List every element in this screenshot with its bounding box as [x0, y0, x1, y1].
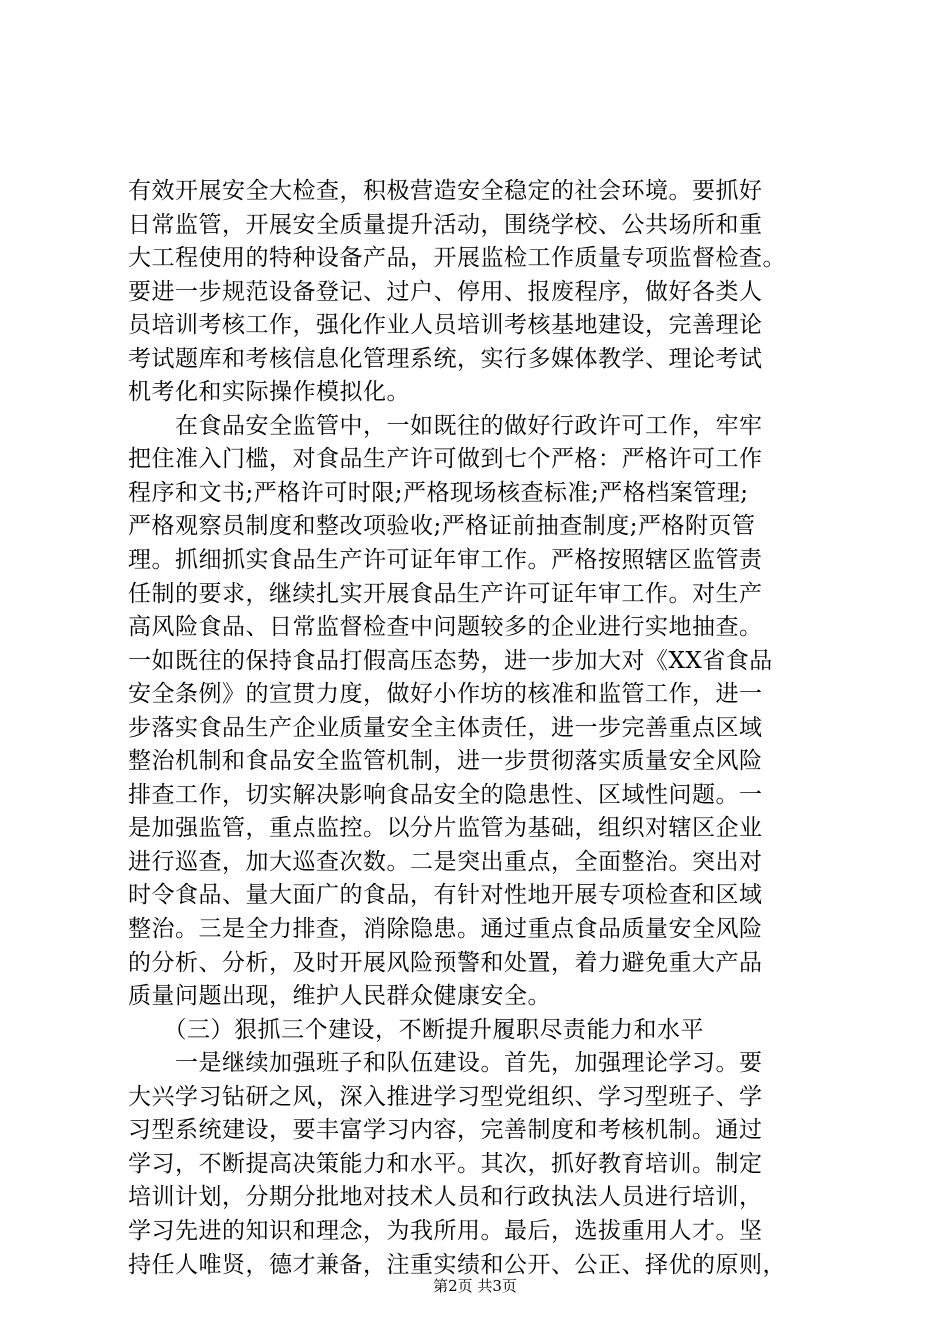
text-line: 大工程使用的特种设备产品，开展监检工作质量专项监督检查。: [128, 245, 786, 272]
text-line: 持任人唯贤，德才兼备，注重实绩和公开、公正、择优的原则，: [128, 1251, 786, 1278]
text-line: 有效开展安全大检查，积极营造安全稳定的社会环境。要抓好: [128, 178, 763, 204]
text-line: 一是继续加强班子和队伍建设。首先，加强理论学习。要: [128, 1050, 763, 1077]
text-line: 安全条例》的宣贯力度，做好小作坊的核准和监管工作，进一: [128, 681, 763, 708]
text-line: 习型系统建设，要丰富学习内容，完善制度和考核机制。通过: [128, 1117, 763, 1144]
text-line: 大兴学习钻研之风，深入推进学习型党组织、学习型班子、学: [128, 1083, 763, 1110]
text-line: 理。抓细抓实食品生产许可证年审工作。严格按照辖区监管责: [128, 547, 763, 574]
text-line: 时令食品、量大面广的食品，有针对性地开展专项检查和区域: [128, 882, 763, 909]
text-line: 培训计划，分期分批地对技术人员和行政执法人员进行培训，: [128, 1184, 763, 1211]
document-body: [128, 175, 848, 1282]
text-line: 步落实食品生产企业质量安全主体责任，进一步完善重点区域: [128, 714, 763, 741]
text-line: 员培训考核工作，强化作业人员培训考核基地建设，完善理论: [128, 312, 763, 339]
text-line: 把住准入门槛，对食品生产许可做到七个严格：严格许可工作: [128, 446, 763, 473]
text-line: 任制的要求，继续扎实开展食品生产许可证年审工作。对生产: [128, 580, 763, 607]
text-line: 排查工作，切实解决影响食品安全的隐患性、区域性问题。一: [128, 781, 763, 808]
text-line: 严格观察员制度和整改项验收;严格证前抽查制度;严格附页管: [128, 513, 756, 540]
text-line: 机考化和实际操作模拟化。: [128, 379, 410, 406]
text-line: 程序和文书;严格许可时限;严格现场核查标准;严格档案管理;: [128, 479, 749, 506]
text-line: 日常监管，开展安全质量提升活动，围绕学校、公共场所和重: [128, 211, 763, 238]
text-line: 高风险食品、日常监督检查中问题较多的企业进行实地抽查。: [128, 614, 763, 641]
text-line: 要进一步规范设备登记、过户、停用、报废程序，做好各类人: [128, 278, 763, 305]
text-line: 进行巡查，加大巡查次数。二是突出重点，全面整治。突出对: [128, 848, 763, 875]
text-line: 整治。三是全力排查，消除隐患。通过重点食品质量安全风险: [128, 916, 763, 943]
text-line: 学习先进的知识和理念，为我所用。最后，选拔重用人才。坚: [128, 1217, 763, 1244]
page-number-footer: 第2页 共3页: [433, 1277, 517, 1295]
text-line: 学习，不断提高决策能力和水平。其次，抓好教育培训。制定: [128, 1150, 763, 1177]
text-line: 一如既往的保持食品打假高压态势，进一步加大对《XX省食品: [128, 647, 773, 674]
text-line: 在食品安全监管中，一如既往的做好行政许可工作，牢牢: [128, 412, 763, 439]
text-line: 考试题库和考核信息化管理系统，实行多媒体教学、理论考试: [128, 345, 763, 372]
text-line: 的分析、分析，及时开展风险预警和处置，着力避免重大产品: [128, 949, 763, 976]
text-line: 整治机制和食品安全监管机制，进一步贯彻落实质量安全风险: [128, 748, 763, 775]
text-line: 质量问题出现，维护人民群众健康安全。: [128, 983, 551, 1010]
text-line: 是加强监管，重点监控。以分片监管为基础，组织对辖区企业: [128, 815, 763, 842]
section-heading: （三）狠抓三个建设，不断提升履职尽责能力和水平: [128, 1016, 704, 1043]
